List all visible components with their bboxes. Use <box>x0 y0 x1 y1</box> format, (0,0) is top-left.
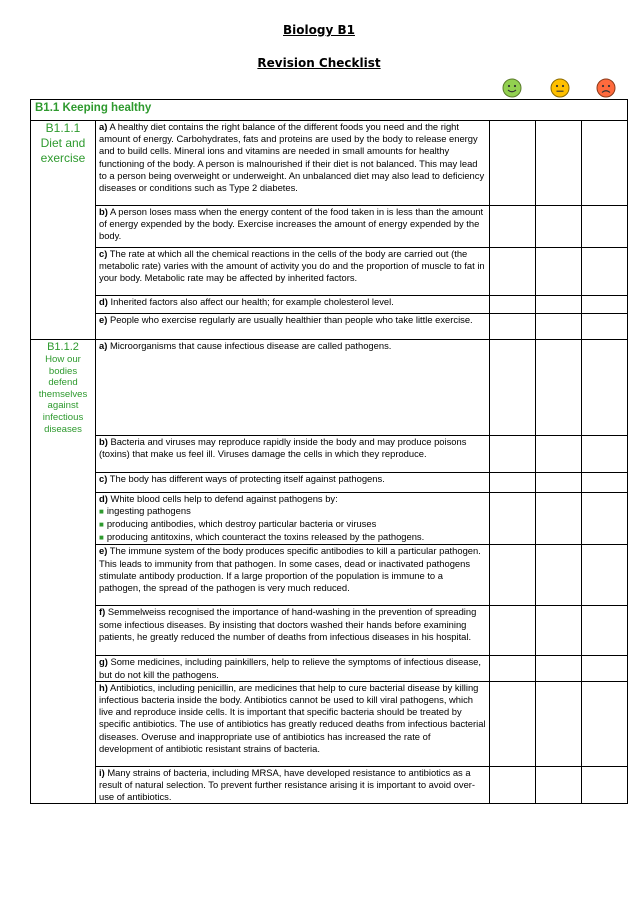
rating-box-neutral[interactable] <box>536 472 582 492</box>
rating-box-neutral[interactable] <box>536 492 582 545</box>
rating-box-neutral[interactable] <box>536 606 582 656</box>
item-letter: a) <box>99 340 108 351</box>
item-letter: b) <box>99 206 108 217</box>
rating-box-neutral[interactable] <box>536 681 582 766</box>
item-letter: c) <box>99 472 108 484</box>
page-subtitle: Revision Checklist <box>257 56 381 70</box>
bullet-square-icon: ■ <box>99 520 104 530</box>
checklist-item <box>96 340 490 436</box>
item-text: The body has different ways of protecting itself against pathogens. <box>109 472 385 484</box>
rating-box-sad[interactable] <box>582 681 628 766</box>
table-row <box>31 340 628 436</box>
table-row <box>31 492 628 545</box>
rating-box-sad[interactable] <box>582 656 628 681</box>
rating-box-neutral[interactable] <box>536 314 582 340</box>
rating-box-neutral[interactable] <box>536 435 582 472</box>
checklist-item <box>96 296 490 314</box>
checklist-item <box>96 606 490 656</box>
smiley-sad-icon <box>596 78 616 98</box>
item-letter: c) <box>99 248 108 259</box>
item-text: The immune system of the body produces specific antibodies to kill a particular pathogen. This leads to immunity from that pathogen. In some cases, dead or inactivated pathogens stimulate antibody production. If a large proportion of the population is immune to a pathogen, the spread of the pathogen is very much reduced. <box>99 545 481 594</box>
bullet-text: producing antibodies, which destroy particular bacteria or viruses <box>106 518 377 530</box>
item-letter: d) <box>99 492 108 504</box>
topic-name: Diet and exercise <box>40 136 86 165</box>
checklist-item <box>96 545 490 606</box>
topic-cell <box>31 606 96 656</box>
rating-box-sad[interactable] <box>582 435 628 472</box>
item-text: People who exercise regularly are usually healthier than people who take little exercise. <box>109 314 473 325</box>
checklist-item <box>96 206 490 248</box>
topic-cell <box>31 545 96 606</box>
rating-box-sad[interactable] <box>582 340 628 436</box>
table-row <box>31 472 628 492</box>
rating-box-sad[interactable] <box>582 472 628 492</box>
checklist-item <box>96 656 490 681</box>
item-text: The rate at which all the chemical reactions in the cells of the body are carried out (the metabolic rate) varies with the amount of activity you do and the proportion of muscle to fat in your body. Metabolic rate may be affected by inherited factors. <box>99 248 485 284</box>
topic-code: B1.1.2 <box>47 341 79 353</box>
item-text: Antibiotics, including penicillin, are medicines that help to cure bacterial disease by killing infectious bacteria inside the body. Antibiotics cannot be used to kill viral pathogens, which live and reproduce inside cells. It is important that specific bacteria should be treated by specific antibiotics. The use of antibiotics has greatly reduced deaths from infectious bacterial diseases. Overuse and inappropriate use of antibiotics has increased the rate of development of antibiotic resistant strains of bacteria. <box>99 681 486 754</box>
checklist-item <box>96 681 490 766</box>
rating-box-sad[interactable] <box>582 606 628 656</box>
item-text: Some medicines, including painkillers, help to relieve the symptoms of infectious disease, but do not kill the pathogens. <box>99 656 481 680</box>
rating-box-neutral[interactable] <box>536 248 582 296</box>
topic-name: How our bodies defend themselves against infectious diseases <box>38 354 88 435</box>
checklist-item <box>96 766 490 804</box>
rating-box-sad[interactable] <box>582 766 628 804</box>
checklist-item <box>96 248 490 296</box>
table-row <box>31 681 628 766</box>
rating-box-sad[interactable] <box>582 314 628 340</box>
item-text: Bacteria and viruses may reproduce rapidly inside the body and may produce poisons (toxins) that make us feel ill. Viruses damage the cells in which they reproduce. <box>99 435 467 459</box>
topic-cell <box>31 314 96 340</box>
item-letter: e) <box>99 545 108 557</box>
rating-box-neutral[interactable] <box>536 121 582 206</box>
item-letter: e) <box>99 314 108 325</box>
item-letter: b) <box>99 435 108 447</box>
rating-box-happy[interactable] <box>490 492 536 545</box>
rating-box-happy[interactable] <box>490 314 536 340</box>
rating-box-happy[interactable] <box>490 472 536 492</box>
rating-box-sad[interactable] <box>582 206 628 248</box>
rating-box-happy[interactable] <box>490 681 536 766</box>
table-row <box>31 314 628 340</box>
topic-cell <box>31 681 96 766</box>
table-row <box>31 435 628 472</box>
rating-box-happy[interactable] <box>490 656 536 681</box>
item-letter: g) <box>99 656 108 668</box>
checklist-item <box>96 314 490 340</box>
item-letter: f) <box>99 606 106 618</box>
item-letter: a) <box>99 121 108 132</box>
rating-box-happy[interactable] <box>490 545 536 606</box>
bullet-square-icon: ■ <box>99 506 104 516</box>
topic-cell <box>31 206 96 248</box>
table-row <box>31 656 628 681</box>
rating-box-happy[interactable] <box>490 206 536 248</box>
smiley-neutral-icon <box>550 78 570 98</box>
rating-box-sad[interactable] <box>582 248 628 296</box>
topic-cell <box>31 472 96 492</box>
rating-box-happy[interactable] <box>490 121 536 206</box>
rating-box-happy[interactable] <box>490 435 536 472</box>
rating-box-happy[interactable] <box>490 296 536 314</box>
rating-box-happy[interactable] <box>490 248 536 296</box>
bullet-text: ingesting pathogens <box>106 504 191 516</box>
section-heading: B1.1 Keeping healthy <box>31 100 628 121</box>
checklist-item <box>96 435 490 472</box>
topic-cell <box>31 492 96 545</box>
table-row <box>31 248 628 296</box>
topic-cell <box>31 656 96 681</box>
topic-code: B1.1.1 <box>45 121 81 135</box>
rating-box-neutral[interactable] <box>536 206 582 248</box>
item-text: Microorganisms that cause infectious disease are called pathogens. <box>109 340 392 351</box>
item-letter: h) <box>99 681 108 693</box>
table-row <box>31 766 628 804</box>
item-letter: d) <box>99 296 108 307</box>
rating-box-neutral[interactable] <box>536 656 582 681</box>
item-text: Inherited factors also affect our health; for example cholesterol level. <box>110 296 394 307</box>
bullet-item <box>99 518 486 531</box>
smiley-happy-icon <box>502 78 522 98</box>
item-text: White blood cells help to defend against pathogens by: <box>110 492 338 504</box>
rating-box-sad[interactable] <box>582 296 628 314</box>
topic-cell <box>31 121 96 206</box>
revision-checklist-table <box>30 99 628 804</box>
rating-box-neutral[interactable] <box>536 545 582 606</box>
bullet-item <box>99 505 486 518</box>
item-letter: i) <box>99 766 105 778</box>
topic-cell <box>31 248 96 296</box>
table-row <box>31 296 628 314</box>
table-row <box>31 606 628 656</box>
topic-cell <box>31 296 96 314</box>
topic-cell <box>31 435 96 472</box>
rating-box-sad[interactable] <box>582 492 628 545</box>
rating-box-happy[interactable] <box>490 340 536 436</box>
rating-box-neutral[interactable] <box>536 296 582 314</box>
item-text: A person loses mass when the energy content of the food taken in is less than the amount of energy expended by the body. Exercise increases the amount of energy expended by the body. <box>99 206 484 242</box>
table-row <box>31 206 628 248</box>
topic-cell <box>31 340 96 436</box>
rating-box-neutral[interactable] <box>536 340 582 436</box>
item-text: Semmelweiss recognised the importance of hand-washing in the prevention of spreading some infectious diseases. By insisting that doctors washed their hands before examining patients, he greatly reduced the number of deaths from infectious diseases in his hospital. <box>99 606 477 642</box>
checklist-item <box>96 492 490 545</box>
table-row <box>31 121 628 206</box>
topic-cell <box>31 766 96 804</box>
rating-box-sad[interactable] <box>582 545 628 606</box>
rating-box-happy[interactable] <box>490 606 536 656</box>
table-row <box>31 545 628 606</box>
rating-box-sad[interactable] <box>582 121 628 206</box>
rating-box-happy[interactable] <box>490 766 536 804</box>
item-text: Many strains of bacteria, including MRSA, have developed resistance to antibiotics as a result of natural selection. To prevent further resistance arising it is important to avoid over-use of antibiotics. <box>99 766 476 803</box>
rating-box-neutral[interactable] <box>536 766 582 804</box>
bullet-text: producing antitoxins, which counteract the toxins released by the pathogens. <box>106 531 425 543</box>
bullet-item <box>99 531 486 544</box>
page-title: Biology B1 <box>283 23 355 37</box>
bullet-square-icon: ■ <box>99 533 104 543</box>
checklist-item <box>96 472 490 492</box>
item-text: A healthy diet contains the right balance of the different foods you need and the right amount of energy. Carbohydrates, fats and proteins are used by the body to release energy and to build cells. Mineral ions and vitamins are needed in small amounts for healthy functioning of the body. A person is malnourished if their diet is not balanced. This may lead to a person being overweight or underweight. An unbalanced diet may also lead to deficiency diseases or conditions such as Type 2 diabetes. <box>99 121 485 194</box>
checklist-item <box>96 121 490 206</box>
